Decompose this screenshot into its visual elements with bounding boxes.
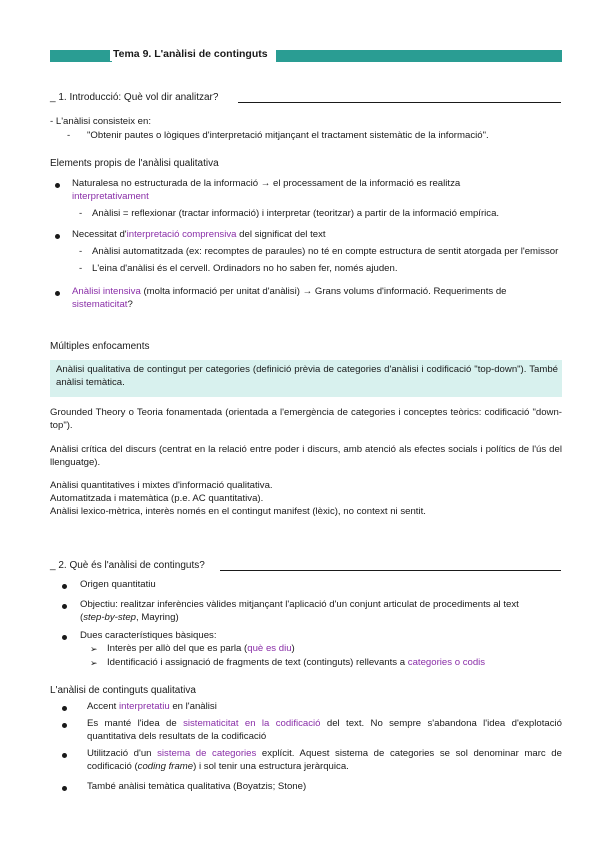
q-bullet-3 [87,748,562,774]
b2-post: del significat del text [236,229,326,240]
b1-sub: Anàlisi = reflexionar (tractar informació) i interpretar (teoritzar) a partir de la informació empírica. [92,208,500,219]
elements-heading: Elements propis de l'anàlisi qualitativa [50,158,219,169]
section2-underline [220,570,561,571]
s2-b2-pre: Objectiu: realitzar inferències vàlides mitjançant l'aplicació d'un conjunt articulat de procediments al text [80,599,519,610]
b3-highlight-1: Anàlisi intensiva [72,286,141,297]
bullet [62,706,67,711]
b2-sub2: L'eina d'anàlisi és el cervell. Ordinadors no ho saben fer, només ajuden. [92,263,398,274]
bullet [62,753,67,758]
q-b3-italic: coding frame [137,760,194,772]
q-bullet-2 [87,718,562,744]
b3-mid: (molta informació per unitat d'anàlisi) → Grans volums d'informació. Requeriments de [140,286,507,297]
bullet [62,635,67,640]
enfocaments-heading: Múltiples enfocaments [50,341,150,352]
critica-text: Anàlisi crítica del discurs (centrat en la relació entre poder i discurs, amb atenció als efectes socials i polítics de l'ús del llenguatge). [50,444,562,468]
quant-text-1: Anàlisi quantitatives i mixtes d'informació qualitativa. [50,480,273,491]
s2-b3-a-end: ) [291,643,295,654]
bullet [55,183,60,188]
bullet [62,786,67,791]
s2-bullet-1: Origen quantitatiu [80,579,156,590]
q-b2-pre: Es manté l'idea de [87,718,184,729]
b2-highlight: interpretació comprensiva [126,229,237,240]
arrow-icon: ➢ [90,644,98,654]
page-title: Tema 9. L'anàlisi de continguts [110,47,271,61]
bullet [62,723,67,728]
s2-b3-a [107,643,295,656]
q-b3-end: ) i sol tenir una estructura jeràrquica. [193,760,349,772]
dash: - [79,263,83,274]
s2-b3-b-pre: Identificació i assignació de fragments de text (continguts) rellevants a [107,657,408,668]
b3-highlight-2: sistematicitat [72,298,128,310]
q-b1-highlight: interpretatiu [119,701,170,712]
grounded-text: Grounded Theory o Teoria fonamentada (orientada a l'emergència de categories i conceptes teòrics: codificació "down-top"). [50,407,562,431]
q-b3-highlight: sistema de categories [157,748,257,759]
quote-dash: - [67,130,71,141]
q-b2-post: del text. No sempre s'abandona l'idea d'explotació quantitativa dels resultats de la codificació [87,718,562,742]
dash: - [79,208,83,219]
dash: - [79,246,83,257]
bullet [62,604,67,609]
b2-sub1: Anàlisi automatitzada (ex: recomptes de paraules) no té en compte estructura de sentit atorgada per l'emissor [92,246,559,257]
q-b2-highlight: sistematicitat en la codificació [183,718,321,729]
s2-b2-open: ( [80,611,84,623]
enfocaments-box-text: Anàlisi qualitativa de contingut per categories (definició prèvia de categories d'anàlisi i codificació "top-down"). També anàlisi temàtica. [56,364,558,388]
title-bar-right [276,50,562,62]
qualitativa-heading: L'anàlisi de continguts qualitativa [50,685,196,696]
quote-text: "Obtenir pautes o lògiques d'interpretació mitjançant el tractament sistemàtic de la informació". [87,130,489,141]
s2-b3-b [107,657,485,670]
q-bullet-1 [87,701,217,714]
s2-b3-b-highlight: categories o codis [407,657,486,668]
b1-text: Naturalesa no estructurada de la informació → el processament de la informació es realitza [72,178,461,189]
section2-heading: _ 2. Què és l'anàlisi de continguts? [50,560,205,571]
title-bar-left [50,50,112,62]
s2-bullet-3: Dues característiques bàsiques: [80,630,217,641]
q-b1-pre: Accent [87,701,119,712]
elements-bullet-1 [72,178,562,204]
s2-b2-end: , Mayring) [136,611,179,623]
s2-b3-a-highlight: què es diu [247,643,292,654]
q-bullet-4: També anàlisi temàtica qualitativa (Boyatzis; Stone) [87,781,307,792]
b2-pre: Necessitat d' [72,229,127,240]
q-b3-pre: Utilització d'un [87,748,158,759]
elements-bullet-3 [72,286,562,312]
bullet [55,291,60,296]
s2-b2-italic: step-by-step [83,611,136,623]
b1-highlight: interpretativament [72,190,149,202]
s2-b3-a-pre: Interès per allò del que es parla ( [107,643,248,654]
b3-end: ? [127,298,133,310]
s2-bullet-2 [80,599,562,625]
section1-underline [238,102,561,103]
consisteix-text: - L'anàlisi consisteix en: [50,116,152,127]
quant-text-2: Automatitzada i matemàtica (p.e. AC quantitativa). [50,493,264,504]
quant-text-3: Anàlisi lexico-mètrica, interès només en el contingut manifest (lèxic), no context ni sentit. [50,506,426,517]
elements-bullet-2 [72,229,326,242]
bullet [62,584,67,589]
q-b3-mid: explícit. Aquest sistema de categories se sol denominar marc de codificació ( [87,748,562,772]
bullet [55,234,60,239]
q-b1-post: en l'anàlisi [169,701,217,712]
section1-heading: _ 1. Introducció: Què vol dir analitzar? [50,92,219,103]
arrow-icon: ➢ [90,658,98,668]
